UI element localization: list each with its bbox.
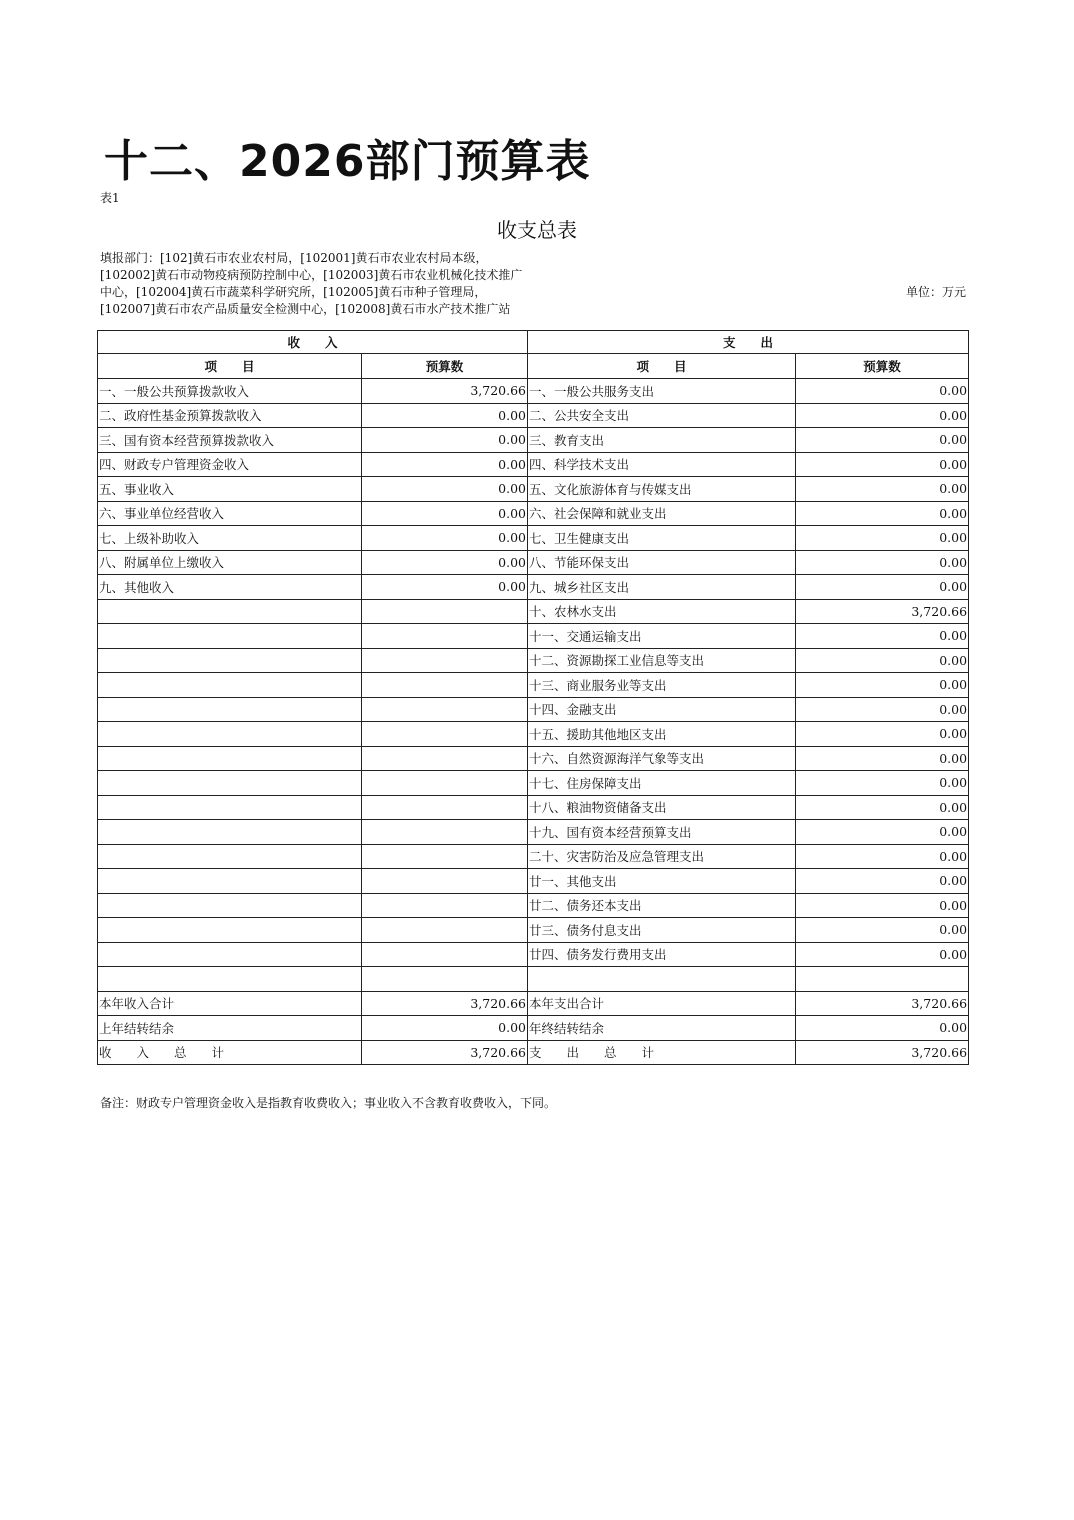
expense-item-cell: 十六、自然资源海洋气象等支出 — [528, 746, 796, 771]
income-item-cell: 四、财政专户管理资金收入 — [98, 452, 362, 477]
expense-item-cell: 本年支出合计 — [528, 991, 796, 1016]
expense-item-header: 项 目 — [528, 354, 796, 379]
income-amount-cell: 0.00 — [362, 550, 528, 575]
income-item-header: 项 目 — [98, 354, 362, 379]
expense-item-cell: 廿三、债务付息支出 — [528, 918, 796, 943]
table-row — [98, 379, 969, 404]
page-title: 十二、2026部门预算表 — [104, 136, 591, 187]
expense-item-cell: 十、农林水支出 — [528, 599, 796, 624]
income-item-cell — [98, 771, 362, 796]
expense-item-cell: 一、一般公共服务支出 — [528, 379, 796, 404]
table-row — [98, 452, 969, 477]
expense-item-cell: 廿一、其他支出 — [528, 869, 796, 894]
income-item-cell: 二、政府性基金预算拨款收入 — [98, 403, 362, 428]
income-item-cell — [98, 624, 362, 649]
footnote: 备注：财政专户管理资金收入是指教育收费收入；事业收入不含教育收费收入，下同。 — [100, 1096, 557, 1110]
table-title: 收支总表 — [497, 218, 577, 242]
table-row — [98, 844, 969, 869]
table-row — [98, 550, 969, 575]
expense-item-cell: 三、教育支出 — [528, 428, 796, 453]
income-item-cell — [98, 673, 362, 698]
income-amount-cell — [362, 673, 528, 698]
expense-item-cell: 十八、粮油物资储备支出 — [528, 795, 796, 820]
table-row — [98, 477, 969, 502]
table-row — [98, 624, 969, 649]
table-row — [98, 795, 969, 820]
income-item-cell: 八、附属单位上缴收入 — [98, 550, 362, 575]
table-row — [98, 526, 969, 551]
expense-amount-cell: 0.00 — [796, 893, 969, 918]
expense-amount-cell: 0.00 — [796, 648, 969, 673]
income-amount-cell: 0.00 — [362, 452, 528, 477]
expense-amount-cell: 0.00 — [796, 624, 969, 649]
expense-amount-cell: 0.00 — [796, 403, 969, 428]
income-amount-cell: 0.00 — [362, 1016, 528, 1041]
expense-item-cell — [528, 967, 796, 992]
income-amount-cell — [362, 722, 528, 747]
reporting-department: 填报部门：[102]黄石市农业农村局，[102001]黄石市农业农村局本级，[102002]黄石市动物疫病预防控制中心，[102003]黄石市农业机械化技术推广中心，[102004]黄石市蔬菜科学研究所，[102005]黄石市种子管理局，[102007]黄石市农产品质量安全检测中心，[102008]黄石市水产技术推广站 — [100, 251, 523, 316]
expense-amount-cell — [796, 967, 969, 992]
income-item-cell — [98, 820, 362, 845]
expense-amount-cell: 0.00 — [796, 746, 969, 771]
expense-item-cell: 五、文化旅游体育与传媒支出 — [528, 477, 796, 502]
expense-amount-cell: 0.00 — [796, 1016, 969, 1041]
expense-item-cell: 十一、交通运输支出 — [528, 624, 796, 649]
expense-item-cell: 二十、灾害防治及应急管理支出 — [528, 844, 796, 869]
expense-item-cell: 十九、国有资本经营预算支出 — [528, 820, 796, 845]
income-item-cell: 收 入 总 计 — [98, 1040, 362, 1065]
income-item-cell: 九、其他收入 — [98, 575, 362, 600]
income-amount-cell: 3,720.66 — [362, 379, 528, 404]
income-item-cell — [98, 722, 362, 747]
income-amount-cell — [362, 771, 528, 796]
income-item-cell — [98, 942, 362, 967]
income-amount-cell: 0.00 — [362, 501, 528, 526]
expense-item-cell: 九、城乡社区支出 — [528, 575, 796, 600]
table-row — [98, 599, 969, 624]
expense-amount-cell: 0.00 — [796, 452, 969, 477]
income-item-cell — [98, 648, 362, 673]
income-amount-cell — [362, 918, 528, 943]
table-row — [98, 771, 969, 796]
income-item-cell — [98, 893, 362, 918]
income-amount-cell — [362, 697, 528, 722]
table-row — [98, 820, 969, 845]
expense-amount-cell: 0.00 — [796, 771, 969, 796]
income-item-cell: 三、国有资本经营预算拨款收入 — [98, 428, 362, 453]
table-row — [98, 575, 969, 600]
expense-amount-cell: 0.00 — [796, 501, 969, 526]
expense-item-cell: 十四、金融支出 — [528, 697, 796, 722]
expense-amount-cell: 0.00 — [796, 918, 969, 943]
income-item-cell — [98, 599, 362, 624]
expense-header: 支 出 — [528, 331, 969, 354]
table-row — [98, 942, 969, 967]
income-item-cell — [98, 967, 362, 992]
income-item-cell: 五、事业收入 — [98, 477, 362, 502]
expense-amount-cell: 0.00 — [796, 526, 969, 551]
table-row — [98, 746, 969, 771]
table-row — [98, 1016, 969, 1041]
budget-table — [97, 330, 969, 1065]
income-amount-cell: 3,720.66 — [362, 1040, 528, 1065]
expense-item-cell: 十三、商业服务业等支出 — [528, 673, 796, 698]
expense-amount-cell: 0.00 — [796, 428, 969, 453]
expense-item-cell: 二、公共安全支出 — [528, 403, 796, 428]
income-amount-header: 预算数 — [362, 354, 528, 379]
table-row — [98, 648, 969, 673]
income-item-cell — [98, 869, 362, 894]
table-row — [98, 722, 969, 747]
income-amount-cell — [362, 746, 528, 771]
table-row — [98, 869, 969, 894]
expense-amount-cell: 0.00 — [796, 722, 969, 747]
income-item-cell: 一、一般公共预算拨款收入 — [98, 379, 362, 404]
expense-item-cell: 六、社会保障和就业支出 — [528, 501, 796, 526]
table-row — [98, 697, 969, 722]
expense-amount-cell: 0.00 — [796, 550, 969, 575]
expense-item-cell: 七、卫生健康支出 — [528, 526, 796, 551]
income-amount-cell — [362, 893, 528, 918]
expense-item-cell: 十七、住房保障支出 — [528, 771, 796, 796]
expense-item-cell: 廿二、债务还本支出 — [528, 893, 796, 918]
expense-amount-cell: 0.00 — [796, 673, 969, 698]
table-row — [98, 673, 969, 698]
income-item-cell — [98, 697, 362, 722]
income-amount-cell — [362, 795, 528, 820]
income-amount-cell: 0.00 — [362, 428, 528, 453]
income-amount-cell: 0.00 — [362, 526, 528, 551]
income-amount-cell — [362, 599, 528, 624]
table-row — [98, 967, 969, 992]
income-item-cell — [98, 795, 362, 820]
table-row — [98, 991, 969, 1016]
expense-amount-cell: 0.00 — [796, 477, 969, 502]
income-amount-cell — [362, 820, 528, 845]
column-header-row — [98, 354, 969, 379]
expense-amount-header: 预算数 — [796, 354, 969, 379]
income-item-cell — [98, 844, 362, 869]
income-amount-cell: 0.00 — [362, 575, 528, 600]
expense-amount-cell: 0.00 — [796, 795, 969, 820]
expense-item-cell: 八、节能环保支出 — [528, 550, 796, 575]
table-row — [98, 1040, 969, 1065]
income-amount-cell: 3,720.66 — [362, 991, 528, 1016]
unit-label: 单位：万元 — [905, 285, 966, 299]
expense-amount-cell: 3,720.66 — [796, 1040, 969, 1065]
expense-amount-cell: 0.00 — [796, 844, 969, 869]
expense-amount-cell: 3,720.66 — [796, 599, 969, 624]
income-item-cell: 六、事业单位经营收入 — [98, 501, 362, 526]
expense-item-cell: 廿四、债务发行费用支出 — [528, 942, 796, 967]
income-item-cell: 上年结转结余 — [98, 1016, 362, 1041]
expense-amount-cell: 0.00 — [796, 379, 969, 404]
expense-item-cell: 十五、援助其他地区支出 — [528, 722, 796, 747]
income-header: 收 入 — [98, 331, 528, 354]
income-amount-cell — [362, 648, 528, 673]
expense-item-cell: 四、科学技术支出 — [528, 452, 796, 477]
income-amount-cell: 0.00 — [362, 477, 528, 502]
income-amount-cell — [362, 624, 528, 649]
expense-item-cell: 十二、资源勘探工业信息等支出 — [528, 648, 796, 673]
income-amount-cell — [362, 942, 528, 967]
income-amount-cell — [362, 869, 528, 894]
income-item-cell: 七、上级补助收入 — [98, 526, 362, 551]
income-amount-cell — [362, 967, 528, 992]
income-item-cell: 本年收入合计 — [98, 991, 362, 1016]
expense-amount-cell: 0.00 — [796, 697, 969, 722]
income-amount-cell: 0.00 — [362, 403, 528, 428]
income-amount-cell — [362, 844, 528, 869]
expense-amount-cell: 0.00 — [796, 575, 969, 600]
expense-amount-cell: 0.00 — [796, 942, 969, 967]
income-item-cell — [98, 918, 362, 943]
group-header-row — [98, 331, 969, 354]
expense-amount-cell: 0.00 — [796, 869, 969, 894]
expense-amount-cell: 0.00 — [796, 820, 969, 845]
expense-amount-cell: 3,720.66 — [796, 991, 969, 1016]
expense-item-cell: 支 出 总 计 — [528, 1040, 796, 1065]
table-row — [98, 403, 969, 428]
expense-item-cell: 年终结转结余 — [528, 1016, 796, 1041]
table-row — [98, 893, 969, 918]
table-row — [98, 918, 969, 943]
table-number: 表1 — [100, 191, 120, 205]
table-row — [98, 501, 969, 526]
table-row — [98, 428, 969, 453]
income-item-cell — [98, 746, 362, 771]
